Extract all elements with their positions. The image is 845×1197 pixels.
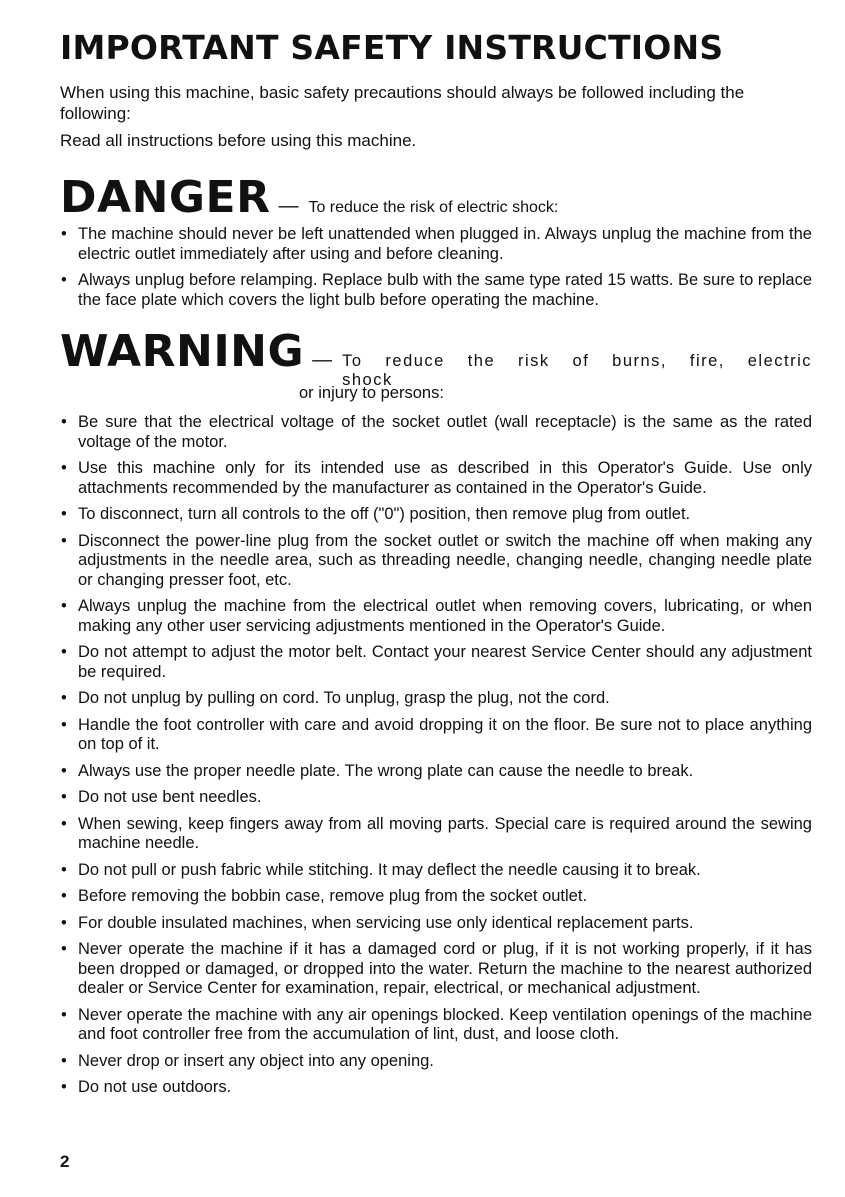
danger-dash: — xyxy=(278,195,299,217)
page-number: 2 xyxy=(60,1152,70,1171)
list-item: • Before removing the bobbin case, remove plug from the socket outlet. xyxy=(60,887,812,907)
danger-list xyxy=(60,225,812,310)
list-item: • Always use the proper needle plate. The wrong plate can cause the needle to break. xyxy=(60,762,812,782)
list-item: • Never drop or insert any object into any opening. xyxy=(60,1052,812,1072)
list-item: • For double insulated machines, when servicing use only identical replacement parts. xyxy=(60,914,812,934)
list-item: • Handle the foot controller with care and avoid dropping it on the floor. Be sure not to place anything on top of it. xyxy=(60,716,812,755)
list-item: • Do not use outdoors. xyxy=(60,1078,812,1098)
warning-subtitle-continued: or injury to persons: xyxy=(299,384,444,402)
list-item: • The machine should never be left unattended when plugged in. Always unplug the machine from the electric outlet immediately after using and before cleaning. xyxy=(60,225,812,264)
intro-paragraph: When using this machine, basic safety precautions should always be followed including the following: xyxy=(60,83,745,123)
list-item: • Never operate the machine if it has a damaged cord or plug, if it is not working properly, if it has been dropped or damaged, or dropped into the water. Return the machine to the nearest authorized dealer or Service Center for examination, repair, electrical, or mechanical adjustment. xyxy=(60,940,812,999)
list-item: • Disconnect the power-line plug from the socket outlet or switch the machine off when making any adjustments in the needle area, such as threading needle, changing needle, changing needle plate or changing presser foot, etc. xyxy=(60,532,812,591)
list-item: • To disconnect, turn all controls to the off ("0") position, then remove plug from outlet. xyxy=(60,505,812,525)
warning-subtitle: To reduce the risk of burns, fire, electric shock xyxy=(342,352,812,389)
list-item: • Never operate the machine with any air openings blocked. Keep ventilation openings of the machine and foot controller free from the accumulation of lint, dust, and loose cloth. xyxy=(60,1006,812,1045)
page-title: IMPORTANT SAFETY INSTRUCTIONS xyxy=(60,28,724,67)
list-item: • Be sure that the electrical voltage of the socket outlet (wall receptacle) is the same as the rated voltage of the motor. xyxy=(60,413,812,452)
list-item: • Always unplug the machine from the electrical outlet when removing covers, lubricating, or when making any other user servicing adjustments mentioned in the Operator's Guide. xyxy=(60,597,812,636)
warning-word: WARNING xyxy=(60,326,305,377)
list-item: • Use this machine only for its intended use as described in this Operator's Guide. Use only attachments recommended by the manufacturer as contained in the Operator's Guide. xyxy=(60,459,812,498)
list-item: • Do not pull or push fabric while stitching. It may deflect the needle causing it to break. xyxy=(60,861,812,881)
danger-word: DANGER xyxy=(60,172,271,223)
danger-heading xyxy=(60,173,812,225)
intro-read-instructions: Read all instructions before using this machine. xyxy=(60,131,417,150)
safety-page xyxy=(60,26,812,1105)
list-item: • Always unplug before relamping. Replace bulb with the same type rated 15 watts. Be sure to replace the face plate which covers the light bulb before operating the machine. xyxy=(60,271,812,310)
list-item: • Do not unplug by pulling on cord. To unplug, grasp the plug, not the cord. xyxy=(60,689,812,709)
danger-subtitle: To reduce the risk of electric shock: xyxy=(308,199,559,216)
list-item: • When sewing, keep fingers away from all moving parts. Special care is required around the sewing machine needle. xyxy=(60,815,812,854)
warning-list xyxy=(60,413,812,1098)
list-item: • Do not attempt to adjust the motor belt. Contact your nearest Service Center should any adjustment be required. xyxy=(60,643,812,682)
warning-dash: — xyxy=(312,349,333,371)
list-item: • Do not use bent needles. xyxy=(60,788,812,808)
warning-heading xyxy=(60,327,812,390)
